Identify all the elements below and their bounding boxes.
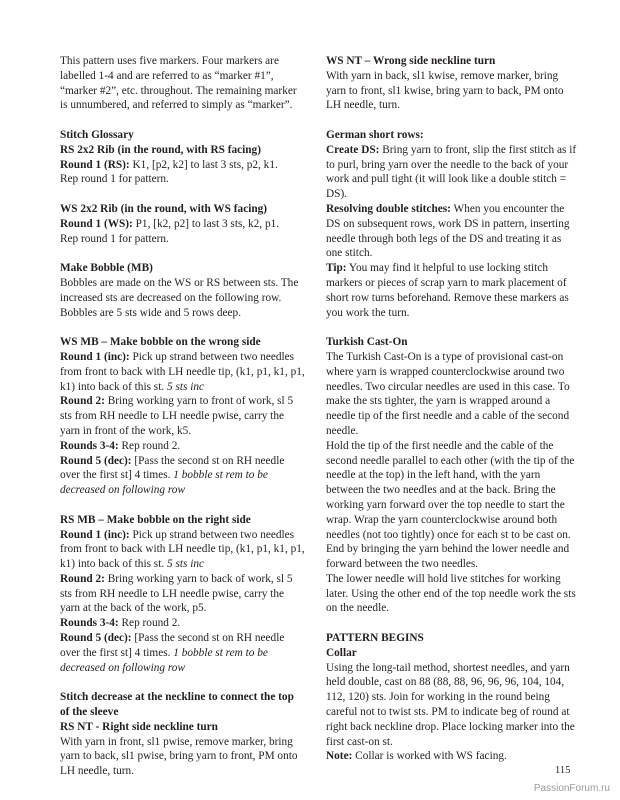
rs-mb-section bbox=[60, 513, 306, 676]
round-label: Round 2: bbox=[60, 395, 105, 408]
term-text: You may find it helpful to use locking stitch markers or pieces of scrap yarn to mark placement of short row turns beforehand. Remove these markers as you work the turn. bbox=[326, 262, 569, 319]
make-bobble-section bbox=[60, 261, 306, 320]
right-column bbox=[326, 54, 578, 764]
create-ds-text bbox=[326, 143, 578, 202]
term-label: Resolving double stitches: bbox=[326, 202, 451, 215]
ws-nt-section bbox=[326, 54, 578, 113]
turkish-cast-on-heading: Turkish Cast-On bbox=[326, 336, 408, 349]
round-text: Pick up strand between two needles from front to back with LH needle tip, (k1, p1, k1, p1, k1) into back of this st. bbox=[60, 528, 305, 571]
neckline-section bbox=[60, 690, 306, 779]
round-text: K1, [p2, k2] to last 3 sts, p2, k1. bbox=[129, 158, 278, 171]
round-text: [Pass the second st on RH needle over the first st] 4 times. bbox=[60, 632, 285, 659]
turkish-paragraph-2: Hold the tip of the first needle and the cable of the second needle parallel to each other (with the tip of the needle at the top) in the left hand, with the yarn between the two needles and at the back. Bring the working yarn forward over the top needle to start the wrap. Wrap the yarn counterclockwise around both needles (not too tightly) once for each st to be cast on. End by bringing the yarn behind the lower needle and forward between the two needles. bbox=[326, 439, 575, 571]
ws-nt-text: With yarn in back, sl1 kwise, remove marker, bring yarn to front, sl1 kwise, bring yarn to back, PM onto LH needle, turn. bbox=[326, 69, 564, 112]
term-text: Bring yarn to front, slip the first stitch as if to purl, bring yarn over the needle to the back of your work and pull tight (it will look like a double stitch = DS). bbox=[326, 143, 577, 201]
round-text: P1, [k2, p2] to last 3 sts, k2, p1. bbox=[132, 217, 280, 230]
round-note: 5 sts inc bbox=[167, 558, 205, 571]
make-bobble-heading: Make Bobble (MB) bbox=[60, 262, 153, 275]
round-text: Rep round 2. bbox=[118, 617, 181, 630]
ws-rib-round-1 bbox=[60, 217, 306, 232]
ws-rib-section bbox=[60, 202, 306, 246]
ws-mb-round-5 bbox=[60, 454, 306, 498]
ws-mb-round-2 bbox=[60, 394, 306, 438]
round-label: Round 1 (RS): bbox=[60, 158, 130, 171]
intro-text: This pattern uses five markers. Four markers are labelled 1-4 and are referred to as “marker #1”, “marker #2”, etc. throughout. The remaining marker is unnumbered, and referred to simply as “marker”. bbox=[60, 55, 297, 112]
term-label: Tip: bbox=[326, 262, 347, 275]
collar-text: Using the long-tail method, shortest needles, and yarn held double, cast on 88 (88, 88, 96, 96, 96, 104, 104, 112, 120) sts. Join for working in the round being careful not to twist sts. PM to indicate beg of round at right back neckline drop. Place locking marker into the first cast-on st. bbox=[326, 661, 575, 748]
glossary-heading: Stitch Glossary bbox=[60, 128, 134, 141]
round-label: Rounds 3-4: bbox=[60, 439, 119, 452]
ws-rib-heading: WS 2x2 Rib (in the round, with WS facing) bbox=[60, 202, 268, 215]
watermark: PassionForum.ru bbox=[533, 783, 610, 794]
round-text: [Pass the second st on RH needle over the first st] 4 times. bbox=[60, 454, 285, 482]
round-text: Pick up strand between two needles from front to back with LH needle tip, (k1, p1, k1, p1, k1) into back of this st. bbox=[60, 350, 305, 393]
neckline-heading: Stitch decrease at the neckline to connect the top of the sleeve bbox=[60, 691, 294, 719]
round-text: Bring working yarn to front of work, sl 5 sts from RH needle to LH needle pwise, carry the yarn in front of the work, k5. bbox=[60, 395, 294, 437]
german-short-rows-heading: German short rows: bbox=[326, 128, 424, 141]
rs-mb-round-5 bbox=[60, 631, 306, 675]
round-note: 1 bobble st rem to be decreased on following row bbox=[60, 469, 268, 497]
collar-heading: Collar bbox=[326, 646, 357, 659]
term-text: Collar is worked with WS facing. bbox=[352, 750, 507, 763]
rs-rib-heading: RS 2x2 Rib (in the round, with RS facing) bbox=[60, 143, 261, 156]
round-label: Round 2: bbox=[60, 572, 105, 585]
round-label: Round 5 (dec): bbox=[60, 632, 132, 645]
term-text: When you encounter the DS on subsequent rows, work DS in pattern, inserting needle through both legs of the DS and treating it as one stitch. bbox=[326, 202, 570, 260]
ws-mb-heading: WS MB – Make bobble on the wrong side bbox=[60, 336, 261, 349]
tip-text bbox=[326, 261, 578, 320]
round-text: Bring working yarn to back of work, sl 5 sts from RH needle to LH needle pwise, carry the yarn at the back of the work, p5. bbox=[60, 572, 293, 615]
round-label: Round 1 (inc): bbox=[60, 350, 130, 363]
round-label: Round 1 (WS): bbox=[60, 217, 133, 230]
rs-nt-text: With yarn in front, sl1 pwise, remove marker, bring yarn to back, sl1 pwise, bring yarn to front, PM onto LH needle, turn. bbox=[60, 735, 298, 778]
rs-mb-rounds-3-4 bbox=[60, 616, 306, 631]
rs-rib-round-1 bbox=[60, 158, 306, 173]
pattern-begins-heading: PATTERN BEGINS bbox=[326, 632, 424, 645]
left-column bbox=[60, 54, 306, 779]
ws-mb-section bbox=[60, 335, 306, 498]
rs-nt-heading: RS NT - Right side neckline turn bbox=[60, 720, 218, 733]
term-label: Note: bbox=[326, 750, 353, 763]
page-number: 115 bbox=[555, 765, 571, 776]
round-text: Rep round 2. bbox=[118, 439, 181, 452]
ws-nt-heading: WS NT – Wrong side neckline turn bbox=[326, 55, 496, 67]
round-label: Round 5 (dec): bbox=[60, 454, 132, 467]
rs-mb-heading: RS MB – Make bobble on the right side bbox=[60, 513, 251, 526]
turkish-cast-on-section bbox=[326, 335, 578, 616]
round-label: Round 1 (inc): bbox=[60, 528, 130, 541]
round-label: Rounds 3-4: bbox=[60, 617, 119, 630]
rs-mb-round-1 bbox=[60, 528, 306, 572]
rs-rib-section bbox=[60, 128, 306, 187]
collar-note bbox=[326, 749, 578, 764]
ws-mb-round-1 bbox=[60, 350, 306, 394]
ws-rib-repeat: Rep round 1 for pattern. bbox=[60, 232, 169, 245]
pattern-begins-section bbox=[326, 631, 578, 764]
round-note: 5 sts inc bbox=[167, 380, 205, 393]
turkish-paragraph-3: The lower needle will hold live stitches for working later. Using the other end of the top needle work the sts on the needle. bbox=[326, 572, 576, 615]
turkish-paragraph-1: The Turkish Cast-On is a type of provisional cast-on where yarn is wrapped counterclockwise around two needles. Two circular needles are used in this case. To make the sts tighter, the yarn is wrapped around a needle tip of the first needle and a cable of the second needle. bbox=[326, 350, 570, 437]
intro-section bbox=[60, 54, 306, 113]
german-short-rows-section bbox=[326, 128, 578, 320]
term-label: Create DS: bbox=[326, 143, 380, 156]
rs-mb-round-2 bbox=[60, 572, 306, 616]
make-bobble-text: Bobbles are made on the WS or RS between sts. The increased sts are decreased on the following row. Bobbles are 5 sts wide and 5 rows deep. bbox=[60, 276, 299, 319]
ws-mb-rounds-3-4 bbox=[60, 439, 306, 454]
round-note: 1 bobble st rem to be decreased on following row bbox=[60, 646, 268, 674]
resolving-ds-text bbox=[326, 202, 578, 261]
rs-rib-repeat: Rep round 1 for pattern. bbox=[60, 173, 169, 186]
